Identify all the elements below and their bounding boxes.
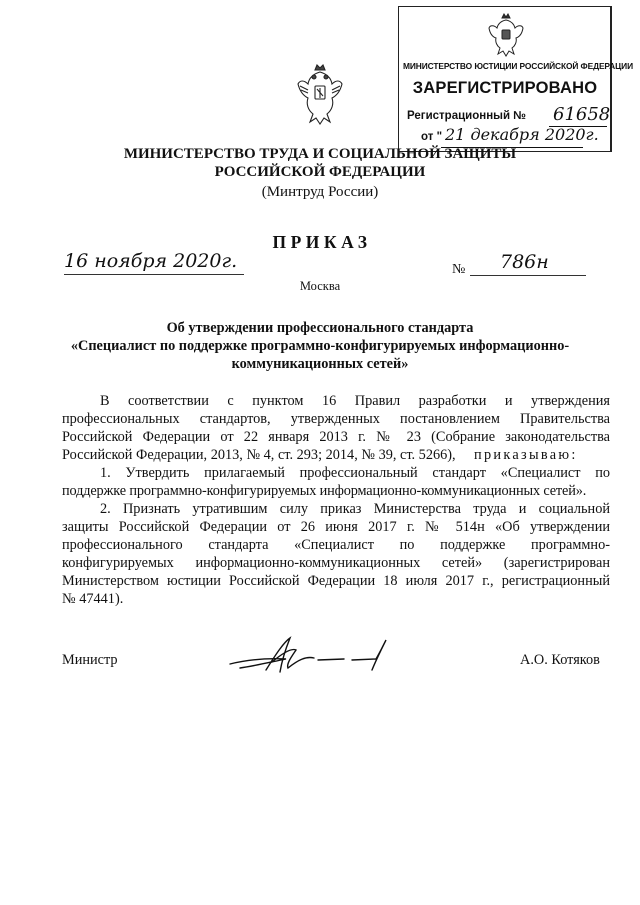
order-number: 786н	[500, 251, 549, 273]
stamp-registration-number: 61658	[553, 104, 611, 125]
order-number-underline	[470, 275, 586, 276]
title-line-3: коммуникационных сетей»	[231, 356, 409, 372]
stamp-coat-of-arms-icon	[487, 13, 525, 57]
body-line: профессиональных стандартов, утвержденных постановлением Правительства	[62, 411, 610, 427]
body-line: Министерством юстиции Российской Федерации 18 июля 2017 г., регистрационный	[62, 573, 610, 589]
ministry-name-line-2: РОССИЙСКОЙ ФЕДЕРАЦИИ	[214, 164, 426, 180]
stamp-ministry-name: МИНИСТЕРСТВО ЮСТИЦИИ РОССИЙСКОЙ ФЕДЕРАЦИИ	[403, 61, 633, 71]
stamp-registration-number-label: Регистрационный №	[407, 110, 527, 122]
body-line: поддержке программно-конфигурируемых информационно-коммуникационных сетей».	[62, 483, 587, 499]
body-line: № 47441).	[62, 591, 124, 607]
signatory-role: Министр	[62, 652, 118, 668]
order-date: 16 ноября 2020г.	[64, 250, 238, 272]
document-type: ПРИКАЗ	[272, 232, 372, 252]
stamp-date-prefix: от "	[421, 131, 443, 143]
body-line: профессионального стандарта «Специалист по поддержке программно-	[62, 537, 610, 553]
handwritten-signature	[226, 634, 396, 678]
registration-stamp	[398, 6, 633, 152]
signatory-name: А.О. Котяков	[520, 652, 600, 668]
body-line-decree: приказываю:	[474, 447, 578, 463]
stamp-registration-date: 21 декабря 2020г.	[445, 125, 599, 144]
body-line: 2. Признать утратившим силу приказ Министерства труда и социальной	[100, 501, 610, 517]
body-line: конфигурируемых информационно-коммуникационных сетей» (зарегистрирован	[62, 555, 610, 571]
body-line: В соответствии с пунктом 16 Правил разработки и утверждения	[100, 393, 610, 409]
coat-of-arms-icon	[296, 62, 344, 128]
stamp-registered-label: ЗАРЕГИСТРИРОВАНО	[412, 79, 598, 97]
order-number-sign: №	[452, 262, 466, 277]
order-city: Москва	[299, 279, 341, 293]
body-line: 1. Утвердить прилагаемый профессиональный стандарт «Специалист по	[100, 465, 610, 481]
order-date-underline	[64, 274, 244, 275]
body-line: Российской Федерации от 22 января 2013 г. № 23 (Собрание законодательства	[62, 429, 610, 445]
ministry-short-name: (Минтруд России)	[261, 184, 379, 200]
body-line: Российской Федерации, 2013, № 4, ст. 293; 2014, № 39, ст. 5266),	[62, 447, 456, 463]
title-line-2: «Специалист по поддержке программно-конфигурируемых информационно-	[70, 338, 570, 354]
title-line-1: Об утверждении профессионального стандарта	[166, 320, 474, 336]
ministry-name-line-1: МИНИСТЕРСТВО ТРУДА И СОЦИАЛЬНОЙ ЗАЩИТЫ	[123, 146, 517, 162]
body-line: защиты Российской Федерации от 26 июня 2017 г. № 514н «Об утверждении	[62, 519, 610, 535]
